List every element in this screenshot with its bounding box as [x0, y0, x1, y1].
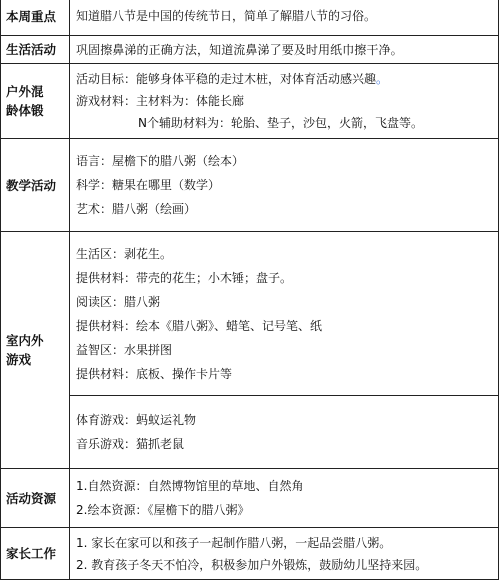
content-teaching: 语言：屋檐下的腊八粥（绘本） 科学：糖果在哪里（数学） 艺术：腊八粥（绘画）: [70, 139, 499, 232]
label-parent-work: 家长工作: [1, 528, 70, 580]
row-teaching: [1, 139, 499, 232]
content-outdoor-exercise: 活动目标：能够身体平稳的走过木桩，对体育活动感兴趣。 游戏材料：主材料为：体能长廊 N个辅助材料为：轮胎、垫子，沙包，火箭，飞盘等。: [70, 64, 499, 139]
label-resources: 活动资源: [1, 469, 70, 528]
content-game-areas: 生活区：剥花生。 提供材料：带壳的花生；小木锤；盘子。 阅读区：腊八粥 提供材料：绘本《腊八粥》、蜡笔、记号笔、纸 益智区：水果拼图 提供材料：底板、操作卡片等: [70, 232, 499, 396]
label-teaching: 教学活动: [1, 139, 70, 232]
content-parent-work: 1. 家长在家可以和孩子一起制作腊八粥，一起品尝腊八粥。 2. 教育孩子冬天不怕冷，积极参加户外锻炼，鼓励幼儿坚持来园。: [70, 528, 499, 580]
row-daily-life: [1, 36, 499, 64]
row-resources: [1, 469, 499, 528]
content-sports-music-games: 体育游戏：蚂蚁运礼物 音乐游戏：猫抓老鼠: [70, 396, 499, 469]
row-weekly-focus: [1, 0, 499, 36]
row-outdoor-exercise: [1, 64, 499, 139]
label-games: 室内外 游戏: [1, 232, 70, 469]
label-outdoor-exercise: 户外混 龄体锻: [1, 64, 70, 139]
outdoor-goal-line: 活动目标：能够身体平稳的走过木桩，对体育活动感兴趣。: [76, 72, 389, 86]
label-weekly-focus: 本周重点: [1, 0, 70, 36]
content-resources: 1.自然资源：自然博物馆里的草地、自然角 2.绘本资源：《屋檐下的腊八粥》: [70, 469, 499, 528]
content-daily-life: 巩固擦鼻涕的正确方法，知道流鼻涕了要及时用纸巾擦干净。: [70, 36, 499, 64]
row-games-sports-music: [1, 396, 499, 469]
label-daily-life: 生活活动: [1, 36, 70, 64]
content-weekly-focus: 知道腊八节是中国的传统节日，简单了解腊八节的习俗。: [70, 0, 499, 36]
row-games-areas: [1, 232, 499, 396]
